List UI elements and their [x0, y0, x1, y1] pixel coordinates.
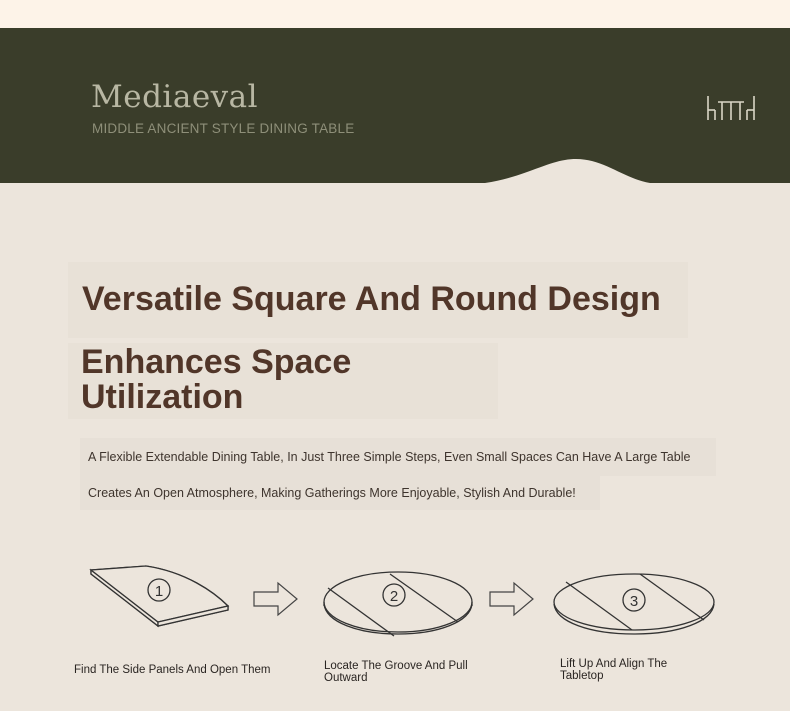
step-3-caption: Lift Up And Align The Tabletop — [560, 658, 668, 682]
step-2-number: 2 — [389, 588, 399, 605]
arrow-right-icon — [488, 580, 536, 618]
description-line-1: A Flexible Extendable Dining Table, In Just Three Simple Steps, Even Small Spaces Can Have A Large Table — [88, 450, 691, 464]
brand-tagline: MIDDLE ANCIENT STYLE DINING TABLE — [92, 121, 355, 136]
headline-line-1: Versatile Square And Round Design — [82, 280, 661, 318]
brand-title: Mediaeval — [91, 79, 259, 115]
step-1-caption: Find The Side Panels And Open Them — [74, 664, 271, 676]
banner-wave — [0, 158, 790, 186]
description-line-2: Creates An Open Atmosphere, Making Gatherings More Enjoyable, Stylish And Durable! — [88, 486, 576, 500]
step-3-illustration — [550, 568, 720, 642]
top-strip — [0, 0, 790, 28]
dining-set-icon — [704, 94, 758, 122]
step-2-illustration — [318, 566, 478, 640]
headline-line-3: Utilization — [81, 378, 244, 416]
step-3-number: 3 — [629, 593, 639, 610]
step-1-illustration — [86, 560, 232, 634]
arrow-right-icon — [252, 580, 300, 618]
header-banner — [0, 28, 790, 186]
step-1-number: 1 — [154, 583, 164, 600]
headline-line-2: Enhances Space — [81, 343, 352, 381]
step-2-caption: Locate The Groove And Pull Outward — [324, 660, 468, 684]
